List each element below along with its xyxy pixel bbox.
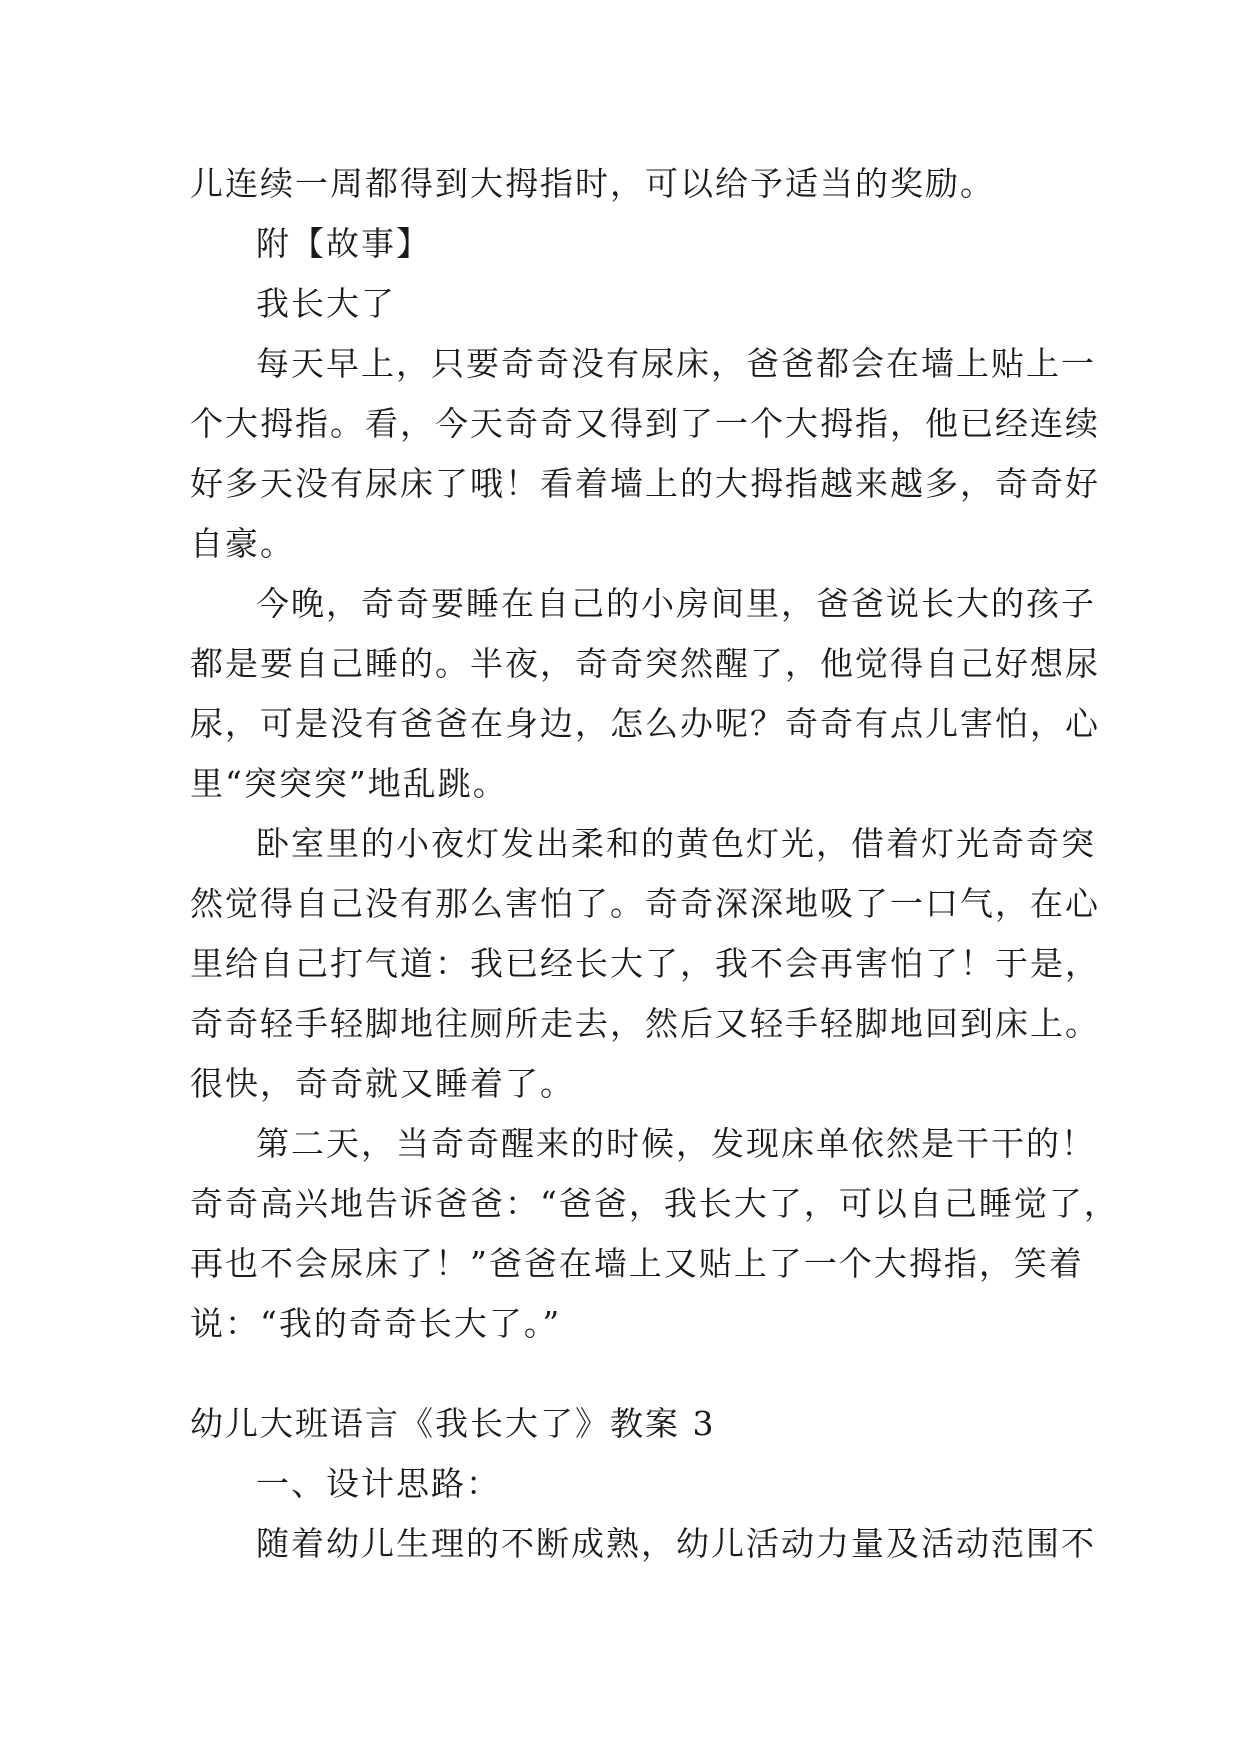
- paragraph-line: 第二天，当奇奇醒来的时候，发现床单依然是干干的！: [256, 1124, 1096, 1163]
- paragraph-line: 里“突突突”地乱跳。: [190, 764, 508, 803]
- story-title: 我长大了: [256, 284, 396, 323]
- paragraph-line: 说：“我的奇奇长大了。”: [190, 1304, 562, 1343]
- paragraph-line: 今晚，奇奇要睡在自己的小房间里，爸爸说长大的孩子: [256, 584, 1096, 623]
- paragraph-line: 都是要自己睡的。半夜，奇奇突然醒了，他觉得自己好想尿: [190, 644, 1100, 683]
- paragraph-line: 每天早上，只要奇奇没有尿床，爸爸都会在墙上贴上一: [256, 344, 1096, 383]
- paragraph-line: 奇奇轻手轻脚地往厕所走去，然后又轻手轻脚地回到床上。: [190, 1004, 1100, 1043]
- paragraph-line: 再也不会尿床了！”爸爸在墙上又贴上了一个大拇指，笑着: [190, 1244, 1084, 1283]
- paragraph-line: 里给自己打气道：我已经长大了，我不会再害怕了！于是，: [190, 944, 1100, 983]
- paragraph-line: 儿连续一周都得到大拇指时，可以给予适当的奖励。: [190, 164, 995, 203]
- section-title: 幼儿大班语言《我长大了》教案 3: [190, 1404, 716, 1443]
- paragraph-line: 奇奇高兴地告诉爸爸：“爸爸，我长大了，可以自己睡觉了，: [190, 1184, 1119, 1223]
- paragraph-line: 随着幼儿生理的不断成熟，幼儿活动力量及活动范围不: [256, 1524, 1096, 1563]
- paragraph-line: 自豪。: [190, 524, 295, 563]
- paragraph-line: 尿，可是没有爸爸在身边，怎么办呢？奇奇有点儿害怕，心: [190, 704, 1100, 743]
- appendix-heading: 附【故事】: [256, 224, 431, 263]
- paragraph-line: 很快，奇奇就又睡着了。: [190, 1064, 575, 1103]
- paragraph-line: 个大拇指。看，今天奇奇又得到了一个大拇指，他已经连续: [190, 404, 1100, 443]
- paragraph-line: 好多天没有尿床了哦！看着墙上的大拇指越来越多，奇奇好: [190, 464, 1100, 503]
- section-heading: 一、设计思路：: [256, 1464, 501, 1503]
- paragraph-line: 卧室里的小夜灯发出柔和的黄色灯光，借着灯光奇奇突: [256, 824, 1096, 863]
- paragraph-line: 然觉得自己没有那么害怕了。奇奇深深地吸了一口气，在心: [190, 884, 1100, 923]
